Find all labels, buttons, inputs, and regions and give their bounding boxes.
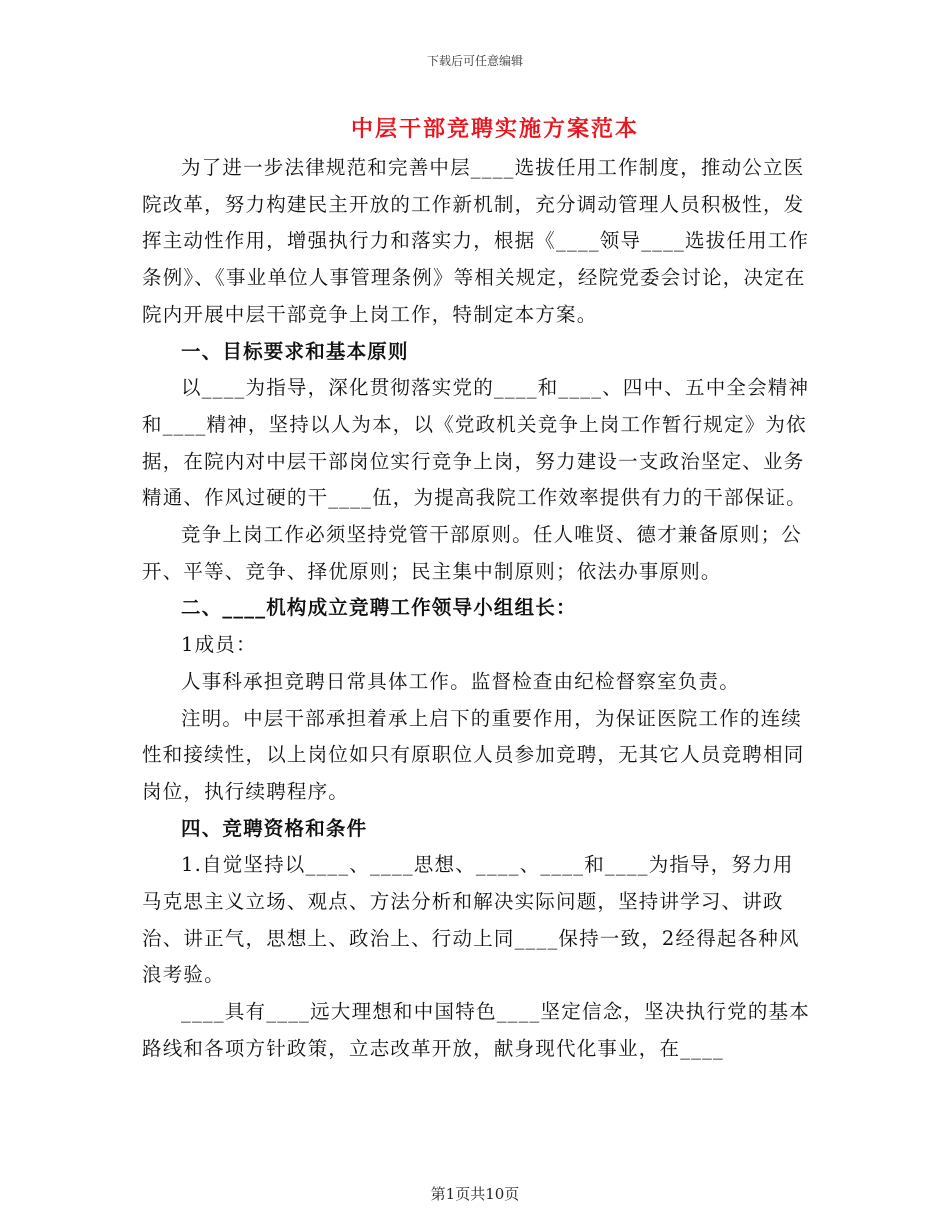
paragraph-intro: 为了进一步法律规范和完善中层____选拔任用工作制度，推动公立医院改革，努力构建民主开放的工作新机制，充分调动管理人员积极性，发挥主动性作用，增强执行力和落实力，根据《____领导____选拔任用工作条例》、《事业单位人事管理条例》等相关规定，经院党委会讨论，决定在院内开展中层干部竞争上岗工作，特制定本方案。 <box>142 156 810 326</box>
paragraph-condition-1: 1.自觉坚持以____、____思想、____、____和____为指导，努力用马克思主义立场、观点、方法分析和解决实际问题，坚持讲学习、讲政治、讲正气，思想上、政治上、行动上同____保持一致，2经得起各种风浪考验。 <box>142 853 800 987</box>
document-title: 中层干部竞聘实施方案范本 <box>350 116 639 142</box>
section-heading-4: 四、竞聘资格和条件 <box>181 816 368 840</box>
section-heading-2: 二、____机构成立竞聘工作领导小组组长： <box>181 596 577 620</box>
paragraph-guiding: 以____为指导，深化贯彻落实党的____和____、四中、五中全会精神和____精神，坚持以人为本，以《党政机关竞争上岗工作暂行规定》为依据，在院内对中层干部岗位实行竞争上岗，努力建设一支政治坚定、业务精通、作风过硬的干____伍，为提高我院工作效率提供有力的干部保证。 <box>142 376 810 510</box>
paragraph-condition-2: ____具有____远大理想和中国特色____坚定信念，坚决执行党的基本路线和各项方针政策，立志改革开放，献身现代化事业，在____ <box>142 1000 810 1060</box>
page-footer: 第1页共10页 <box>430 1185 520 1203</box>
paragraph-hr: 人事科承担竞聘日常具体工作。监督检查由纪检督察室负责。 <box>181 669 740 693</box>
section-heading-1: 一、目标要求和基本原则 <box>181 339 409 363</box>
paragraph-note: 注明。中层干部承担着承上启下的重要作用，为保证医院工作的连续性和接续性，以上岗位如只有原职位人员参加竞聘，无其它人员竞聘相同岗位，执行续聘程序。 <box>142 706 805 803</box>
page-header: 下载后可任意编辑 <box>426 54 523 68</box>
paragraph-principles: 竞争上岗工作必须坚持党管干部原则。任人唯贤、德才兼备原则；公开、平等、竞争、择优原则；民主集中制原则；依法办事原则。 <box>142 523 803 583</box>
document-body <box>142 150 810 1068</box>
paragraph-members: 1成员： <box>181 633 257 657</box>
